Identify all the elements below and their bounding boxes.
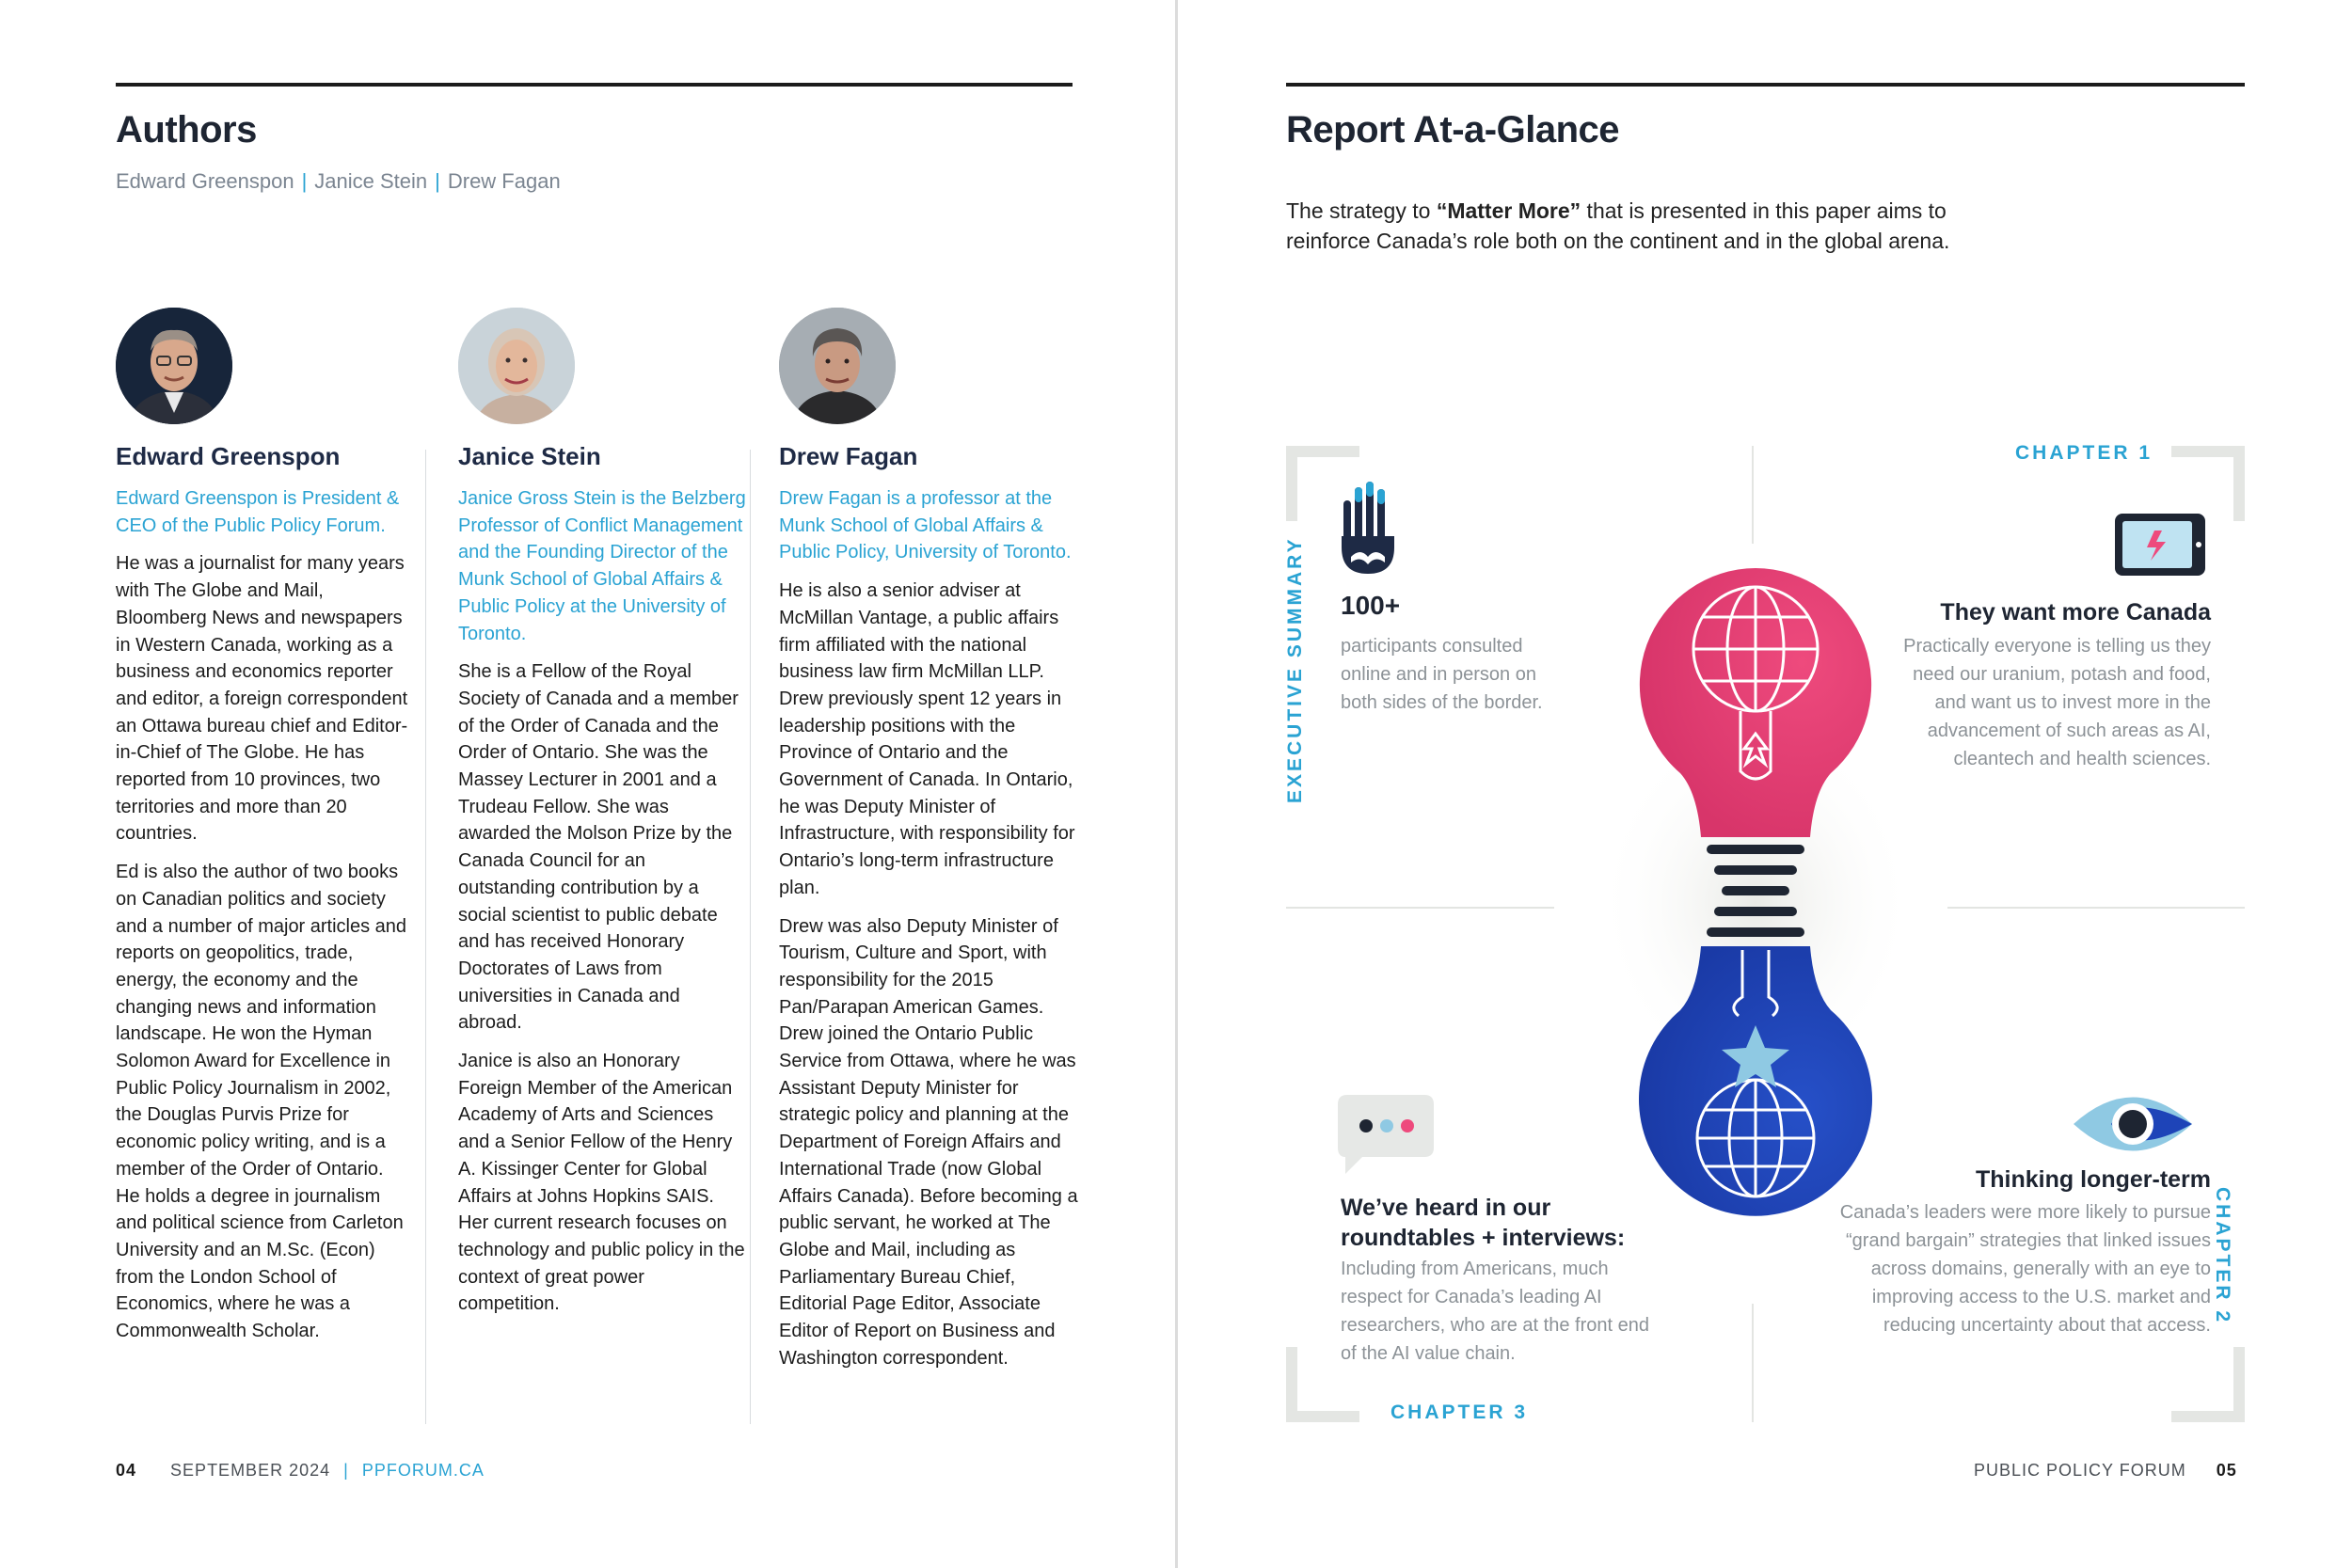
speech-bubble-icon: [1338, 1095, 1434, 1176]
stat-value: 100+: [1341, 591, 1401, 620]
chapter-2-body: Canada’s leaders were more likely to pursue “grand bargain” strategies that linked issues across domains, generally with an eye to improving access to the U.S. market and reducing uncertainty about that access.: [1839, 1202, 2211, 1336]
byline-separator: |: [435, 169, 440, 193]
bracket-bottom-right: [2171, 1347, 2245, 1422]
page-number: 04: [116, 1461, 137, 1480]
bracket-top-right: [2171, 446, 2245, 521]
right-page: [1176, 0, 2352, 1568]
page-title: Report At-a-Glance: [1286, 109, 1620, 150]
right-footer: [1974, 1461, 2237, 1481]
author-intro: Edward Greenspon is President & CEO of the Public Policy Forum.: [116, 488, 400, 536]
author-name: Janice Stein: [458, 442, 601, 470]
byline-separator: |: [301, 169, 308, 193]
byline-author-1: Edward Greenspon: [116, 169, 294, 193]
chapter-1-label: CHAPTER 1: [2015, 442, 2153, 464]
chapter-1-title: They want more Canada: [1940, 599, 2211, 626]
stat-description: participants consulted online and in person on both sides of the border.: [1341, 636, 1543, 713]
avatar-drew-fagan: [779, 308, 896, 424]
top-rule: [116, 83, 1073, 87]
page-title: Authors: [116, 109, 257, 150]
author-bio-paragraph: Ed is also the author of two books on Canadian politics and society and a number of major articles and reports on geopolitics, trade, energy, the economy and the changing news and information landscape. He won the Hyman Solomon Award for Excellence in Public Policy Journalism in 2002, the Douglas Purvis Prize for economic policy writing, and is a member of the Order of Ontario. He holds a degree in journalism and political science from Carleton University and an M.Sc. (Econ) from the London School of Economics, where he was a Commonwealth Scholar.: [116, 862, 407, 1342]
column-divider: [425, 450, 426, 1424]
chapter-3-title: We’ve heard in our roundtables + interviews:: [1341, 1195, 1626, 1251]
page-number: 05: [2216, 1461, 2237, 1480]
raised-hand-icon: [1338, 480, 1398, 578]
divider-horizontal-right: [1947, 907, 2245, 909]
intro-bold: “Matter More”: [1436, 198, 1581, 223]
chapter-1-body: Practically everyone is telling us they need our uranium, potash and food, and want us to invest more in the advancement of such areas as AI, cleantech and health sciences.: [1903, 636, 2211, 769]
author-intro: Janice Gross Stein is the Belzberg Professor of Conflict Management and the Founding Director of the Munk School of Global Affairs & Public Policy at the University of Toronto.: [458, 488, 746, 644]
footer-separator: |: [343, 1461, 349, 1480]
column-divider: [750, 450, 751, 1424]
footer-site-link[interactable]: PPFORUM.CA: [361, 1461, 485, 1480]
byline-author-2: Janice Stein: [314, 169, 428, 193]
author-bio-paragraph: Janice is also an Honorary Foreign Member of the American Academy of Arts and Sciences and a Senior Fellow of the Henry A. Kissinger Center for Global Affairs at Johns Hopkins SAIS. Her current research focuses on technology and public policy in the context of great power competition.: [458, 1051, 745, 1315]
author-column-fagan: [779, 440, 1078, 1384]
avatar-edward-greenspon: [116, 308, 232, 424]
footer-org: PUBLIC POLICY FORUM: [1974, 1461, 2186, 1480]
authors-byline: [116, 169, 561, 194]
divider-vertical-bottom: [1752, 1304, 1754, 1422]
author-name: Edward Greenspon: [116, 442, 341, 470]
author-bio-paragraph: He is also a senior adviser at McMillan Vantage, a public affairs firm affiliated with the national business law firm McMillan LLP. Drew previously spent 12 years in leadership positions with the Province of Ontario and the Government of Canada. In Ontario, he was Deputy Minister of Infrastructure, with responsibility for Ontario’s long-term infrastructure plan.: [779, 580, 1075, 898]
left-footer: [116, 1461, 485, 1481]
tablet-icon: [2113, 512, 2207, 578]
top-rule: [1286, 83, 2245, 87]
chapter-3-body: Including from Americans, much respect for Canada’s leading AI researchers, who are at the front end of the AI value chain.: [1341, 1259, 1649, 1364]
byline-author-3: Drew Fagan: [447, 169, 561, 193]
author-bio-paragraph: Drew was also Deputy Minister of Tourism, Culture and Sport, with responsibility for the 2015 Pan/Parapan American Games. Drew joined the Ontario Public Service from Ottawa, where he was Assistant Deputy Minister for strategic policy and planning at the Department of Foreign Affairs and International Trade (now Global Affairs Canada). Before becoming a public servant, he worked at The Globe and Mail, including as Parliamentary Bureau Chief, Editorial Page Editor, Associate Editor of Report on Business and Washington correspondent.: [779, 915, 1078, 1369]
executive-summary-label: EXECUTIVE SUMMARY: [1284, 536, 1306, 803]
footer-date: SEPTEMBER 2024: [170, 1461, 331, 1480]
author-bio-paragraph: She is a Fellow of the Royal Society of Canada and a member of the Order of Canada and the Order of Ontario. She was the Massey Lecturer in 2001 and a Trudeau Fellow. She was awarded the Molson Prize by the Canada Council for an outstanding contribution by a social scientist to public debate and has received Honorary Doctorates of Laws from universities in Canada and abroad.: [458, 661, 739, 1034]
author-column-greenspon: [116, 440, 409, 1356]
intro-suffix: that is presented in this paper aims to reinforce Canada’s role both on the continent and in the global arena.: [1286, 198, 1950, 253]
intro-paragraph: [1286, 196, 2020, 256]
avatar-janice-stein: [458, 308, 575, 424]
author-intro: Drew Fagan is a professor at the Munk School of Global Affairs & Public Policy, University of Toronto.: [779, 488, 1072, 563]
chapter-2-title: Thinking longer-term: [1976, 1166, 2211, 1193]
author-column-stein: [458, 440, 746, 1329]
author-name: Drew Fagan: [779, 442, 918, 470]
eye-icon: [2070, 1089, 2196, 1159]
divider-horizontal-left: [1286, 907, 1554, 909]
chapter-2-label: CHAPTER 2: [2212, 1187, 2233, 1325]
intro-prefix: The strategy to: [1286, 198, 1437, 223]
chapter-3-label: CHAPTER 3: [1391, 1402, 1529, 1423]
lightbulb-hourglass-illustration: [1567, 555, 1944, 1251]
author-bio-paragraph: He was a journalist for many years with The Globe and Mail, Bloomberg News and newspapers in Western Canada, working as a business and economics reporter and editor, a foreign correspondent an Ottawa bureau chief and Editor-in-Chief of The Globe. He has reported from 10 provinces, two territories and more than 20 countries.: [116, 553, 408, 845]
divider-vertical-top: [1752, 446, 1754, 544]
